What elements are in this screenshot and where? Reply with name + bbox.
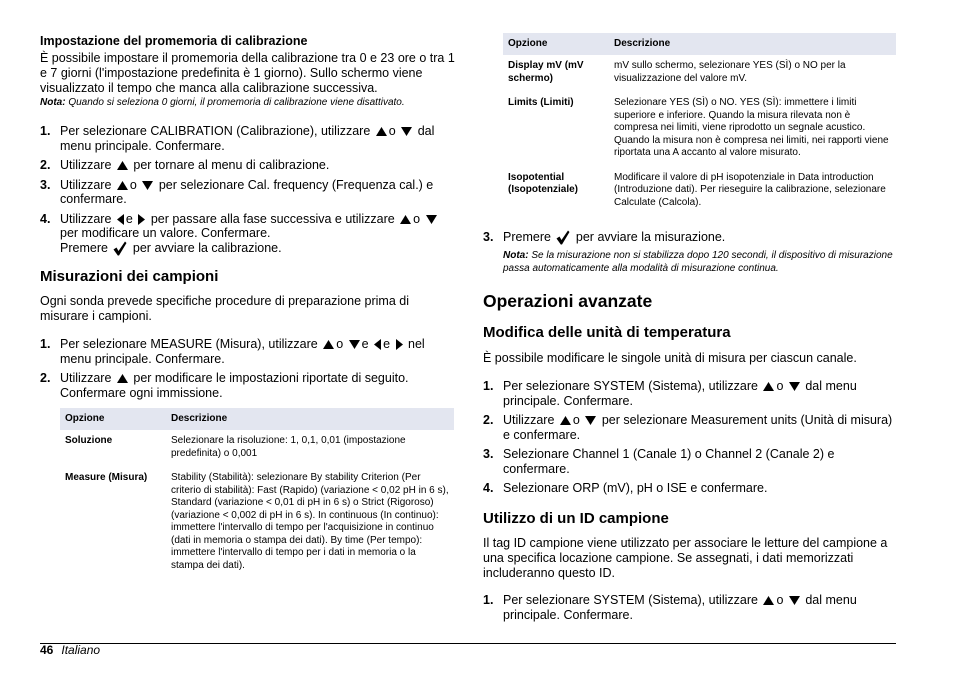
- note-label: Nota:: [40, 96, 66, 108]
- step-text: Per selezionare CALIBRATION (Calibrazione), utilizzare: [60, 124, 371, 138]
- step-number: 3.: [40, 177, 51, 192]
- step-text: Utilizzare: [503, 413, 555, 427]
- arrow-left-icon: [374, 339, 381, 350]
- temperature-units-heading: Modifica delle unità di temperatura: [483, 324, 731, 341]
- step-text: dal menu principale. Confermare.: [60, 124, 435, 153]
- arrow-right-icon: [138, 214, 145, 225]
- temperature-steps: [483, 379, 897, 496]
- measurement-steps: [40, 337, 455, 400]
- table-cell-option: Measure (Misura): [65, 472, 148, 483]
- step-number: 2.: [40, 371, 51, 385]
- table-row: [60, 430, 454, 467]
- table-row: [503, 55, 896, 92]
- list-item: [483, 379, 897, 408]
- step-text: per avviare la misurazione.: [575, 230, 726, 244]
- checkmark-icon: [556, 230, 570, 245]
- step-text: e: [125, 211, 133, 226]
- step-number: 3.: [483, 447, 494, 461]
- calibration-reminder-heading: Impostazione del promemoria di calibrazione: [40, 34, 308, 48]
- step-number: 1.: [483, 379, 494, 393]
- note-text: Se la misurazione non si stabilizza dopo 120 secondi, il dispositivo di misurazione passa automaticamente alla modalità di misurazione continua.: [503, 250, 893, 274]
- table-header-option: Opzione: [503, 33, 609, 55]
- table-row: [503, 92, 896, 167]
- arrow-right-icon: [396, 339, 403, 350]
- table-cell-description: mV sullo schermo, selezionare YES (SÌ) o NO per la visualizzazione del valore mV.: [614, 60, 846, 84]
- temperature-units-paragraph: È possibile modificare le singole unità di misura per ciascun canale.: [483, 351, 857, 365]
- list-item: [40, 178, 455, 207]
- step-text: Per selezionare SYSTEM (Sistema), utilizzare: [503, 379, 758, 393]
- step-text: o: [413, 211, 421, 226]
- table-cell-description: Modificare il valore di pH isopotenziale in Data introduction (Introduzione dati). Per rieseguire la calibrazione, selezionare Calculate (Calcola).: [614, 171, 886, 208]
- arrow-up-icon: [117, 374, 128, 383]
- table-header-row: [503, 33, 896, 55]
- step-text: Premere: [503, 230, 551, 244]
- table-header-description: Descrizione: [609, 33, 896, 55]
- page-footer: [40, 643, 100, 657]
- list-item: [40, 124, 455, 153]
- arrow-up-icon: [763, 596, 774, 605]
- step-text: per avviare la calibrazione.: [132, 240, 282, 255]
- calibration-steps: [40, 124, 455, 256]
- list-item: [483, 447, 897, 476]
- table-cell-option: Display mV (mV schermo): [508, 60, 584, 84]
- table-row: [503, 167, 896, 217]
- arrow-up-icon: [560, 416, 571, 425]
- step-text: per modificare le impostazioni riportate di seguito. Confermare ogni immissione.: [60, 371, 409, 400]
- step-number: 1.: [483, 593, 494, 607]
- step-text: Utilizzare: [60, 158, 112, 172]
- sample-id-heading: Utilizzo di un ID campione: [483, 510, 669, 527]
- list-item: [483, 413, 897, 442]
- step-number: 3.: [483, 230, 494, 244]
- arrow-down-icon: [349, 340, 360, 349]
- step-text: Utilizzare: [60, 211, 112, 226]
- calibration-reminder-section: [40, 34, 455, 109]
- arrow-down-icon: [789, 382, 800, 391]
- table-cell-option: Isopotential (Isopotenziale): [508, 171, 579, 195]
- step-text: per tornare al menu di calibrazione.: [133, 158, 330, 172]
- arrow-down-icon: [426, 215, 437, 224]
- list-item: [483, 230, 897, 245]
- list-item: [40, 158, 455, 173]
- calibration-note: [40, 97, 455, 110]
- step-number: 1.: [40, 124, 51, 138]
- step-text: o: [776, 379, 784, 393]
- arrow-up-icon: [376, 127, 387, 136]
- step-number: 2.: [483, 413, 494, 427]
- table-cell-option: Soluzione: [65, 435, 113, 446]
- options-table-left-wrapper: [60, 408, 454, 579]
- options-table-left: [60, 408, 454, 579]
- arrow-up-icon: [323, 340, 334, 349]
- step-text: o: [388, 124, 396, 138]
- step-text: Selezionare Channel 1 (Canale 1) o Channel 2 (Canale 2) e confermare.: [503, 447, 835, 476]
- advanced-operations-heading: Operazioni avanzate: [483, 291, 653, 311]
- list-item: [483, 481, 897, 496]
- step-text: e: [383, 337, 391, 351]
- list-item: [40, 337, 455, 366]
- sample-id-paragraph: Il tag ID campione viene utilizzato per associare le letture del campione a una specifica locazione campione. Se assegnati, i dati memorizzati includeranno questo ID.: [483, 536, 888, 581]
- page-number: 46: [40, 643, 54, 657]
- measurement-step-3: [483, 230, 897, 245]
- note-label: Nota:: [503, 250, 529, 261]
- arrow-up-icon: [400, 215, 411, 224]
- step-text: per passare alla fase successiva e utilizzare: [150, 211, 395, 226]
- options-table-right-wrapper: [503, 33, 896, 216]
- step-text: o: [776, 593, 784, 607]
- list-item: [40, 371, 455, 400]
- step-text: nel menu principale. Confermare.: [60, 337, 425, 366]
- checkmark-icon: [113, 241, 127, 256]
- arrow-down-icon: [585, 416, 596, 425]
- calibration-reminder-paragraph: È possibile impostare il promemoria della calibrazione tra 0 e 23 ore o tra 1 e 7 giorni (l'impostazione predefinita è 1 giorno). Sullo schermo viene visualizzato il tempo che manca alla calibrazione successiva.: [40, 51, 455, 96]
- table-row: [60, 467, 454, 579]
- arrow-down-icon: [789, 596, 800, 605]
- list-item: [483, 593, 897, 622]
- step-text: o: [336, 337, 344, 351]
- step-text: o: [572, 413, 580, 427]
- options-table-right: [503, 33, 896, 216]
- step-text: Per selezionare SYSTEM (Sistema), utilizzare: [503, 593, 758, 607]
- step-text: Per selezionare MEASURE (Misura), utilizzare: [60, 337, 318, 351]
- step-text: Premere: [60, 240, 108, 255]
- step-text: o: [129, 177, 137, 192]
- arrow-down-icon: [401, 127, 412, 136]
- arrow-up-icon: [117, 181, 128, 190]
- arrow-up-icon: [763, 382, 774, 391]
- sample-id-steps: [483, 593, 897, 622]
- step-text: Utilizzare: [60, 177, 112, 192]
- table-cell-option: Limits (Limiti): [508, 97, 574, 108]
- arrow-down-icon: [142, 181, 153, 190]
- step-text: e: [361, 337, 369, 351]
- sample-measurements-paragraph: Ogni sonda prevede specifiche procedure di preparazione prima di misurare i campioni.: [40, 294, 409, 324]
- step-text: per modificare un valore. Confermare.: [60, 226, 271, 240]
- list-item: [40, 212, 455, 256]
- table-header-row: [60, 408, 454, 430]
- note-text: Quando si seleziona 0 giorni, il promemoria di calibrazione viene disattivato.: [68, 96, 405, 108]
- step-number: 1.: [40, 337, 51, 351]
- footer-divider: [40, 643, 896, 644]
- step-number: 2.: [40, 158, 51, 172]
- footer-language: Italiano: [61, 643, 101, 657]
- step-number: 4.: [40, 211, 51, 226]
- arrow-left-icon: [117, 214, 124, 225]
- table-cell-description: Selezionare YES (SÌ) o NO. YES (SÌ): immettere i limiti superiore e inferiore. Quando la misura rilevata non è compresa nei limiti, viene riprodotto un segnale acustico. Quando la misura non è compresa nei limiti, nei rapporti viene riportata una A accanto al valore misurato.: [614, 97, 889, 158]
- sample-measurements-heading: Misurazioni dei campioni: [40, 268, 219, 285]
- step-text: dal menu principale. Confermare.: [503, 379, 857, 408]
- table-cell-description: Selezionare la risoluzione: 1, 0,1, 0,01 (impostazione predefinita) o 0,001: [171, 435, 406, 459]
- table-header-option: Opzione: [60, 408, 166, 430]
- step-text: Utilizzare: [60, 371, 112, 385]
- table-cell-description: Stability (Stabilità): selezionare By stability Criterion (Per criterio di stabilità): Fast (Rapido) (variazione < 0,02 pH in 6 s), Standard (variazione < 0,01 di pH in 6 s) o Strict (Rigoroso) (variazione < 0,002 di pH in 6 s). In continuous (In continuo): immettere l'intervallo di tempo per l'acquisizione in continuo (dati in memoria o stampa dei dati). By time (Per tempo): immettere l'intervallo di tempo per i dati in memoria o la stampa dei dati).: [171, 472, 449, 571]
- measurement-note: [503, 250, 897, 275]
- step-text: dal menu principale. Confermare.: [503, 593, 857, 622]
- arrow-up-icon: [117, 161, 128, 170]
- step-number: 4.: [483, 481, 494, 495]
- table-header-description: Descrizione: [166, 408, 454, 430]
- step-text: per selezionare Cal. frequency (Frequenza cal.) e confermare.: [60, 177, 434, 206]
- step-text: Selezionare ORP (mV), pH o ISE e confermare.: [503, 481, 768, 495]
- step-text: per selezionare Measurement units (Unità di misura) e confermare.: [503, 413, 893, 442]
